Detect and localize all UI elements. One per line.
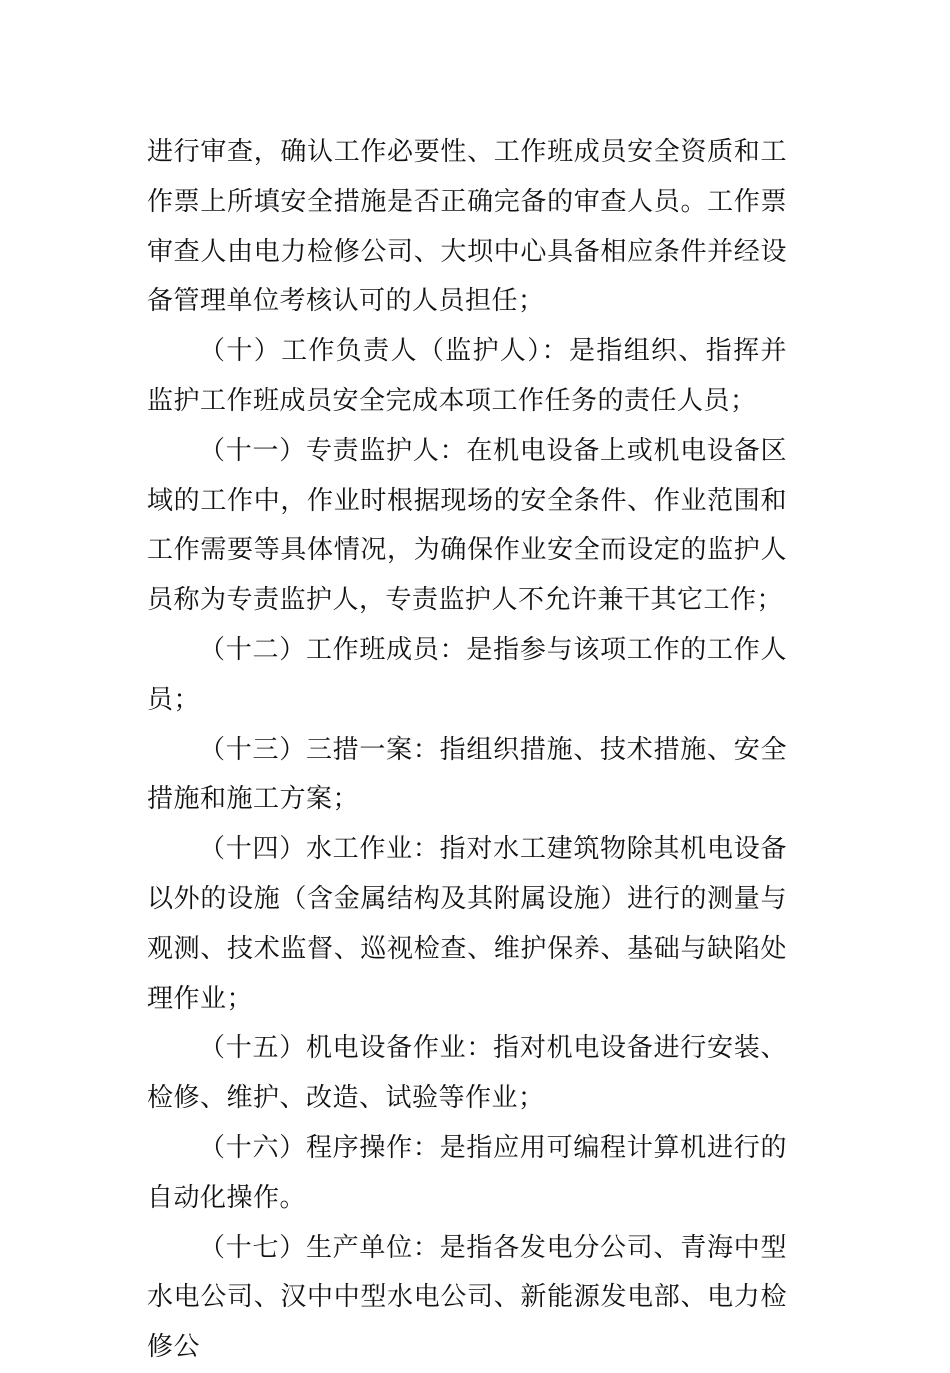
paragraph-15-electromechanical-work: （十五）机电设备作业：指对机电设备进行安装、检修、维护、改造、试验等作业； — [147, 1033, 787, 1114]
paragraph-17-production-unit: （十七）生产单位：是指各发电分公司、青海中型水电公司、汉中中型水电公司、新能源发电部、电力检修公 — [147, 1232, 787, 1363]
paragraph-9-continued: 进行审查，确认工作必要性、工作班成员安全资质和工作票上所填安全措施是否正确完备的审查人员。工作票审查人由电力检修公司、大坝中心具备相应条件并经设备管理单位考核认可的人员担任； — [147, 137, 787, 317]
paragraph-10-work-leader: （十）工作负责人（监护人）：是指组织、指挥并监护工作班成员安全完成本项工作任务的责任人员； — [147, 336, 787, 416]
document-body — [147, 128, 787, 1373]
paragraph-14-hydraulic-work: （十四）水工作业：指对水工建筑物除其机电设备以外的设施（含金属结构及其附属设施）进行的测量与观测、技术监督、巡视检查、维护保养、基础与缺陷处理作业； — [147, 834, 787, 1014]
paragraph-13-three-measures-one-plan: （十三）三措一案：指组织措施、技术措施、安全措施和施工方案； — [147, 734, 787, 815]
paragraph-16-program-operation: （十六）程序操作：是指应用可编程计算机进行的自动化操作。 — [147, 1132, 787, 1213]
paragraph-12-work-team-member: （十二）工作班成员：是指参与该项工作的工作人员； — [147, 634, 787, 715]
paragraph-11-dedicated-supervisor: （十一）专责监护人：在机电设备上或机电设备区域的工作中，作业时根据现场的安全条件、作业范围和工作需要等具体情况，为确保作业安全而设定的监护人员称为专责监护人，专责监护人不允许兼干其它工作； — [147, 435, 787, 616]
